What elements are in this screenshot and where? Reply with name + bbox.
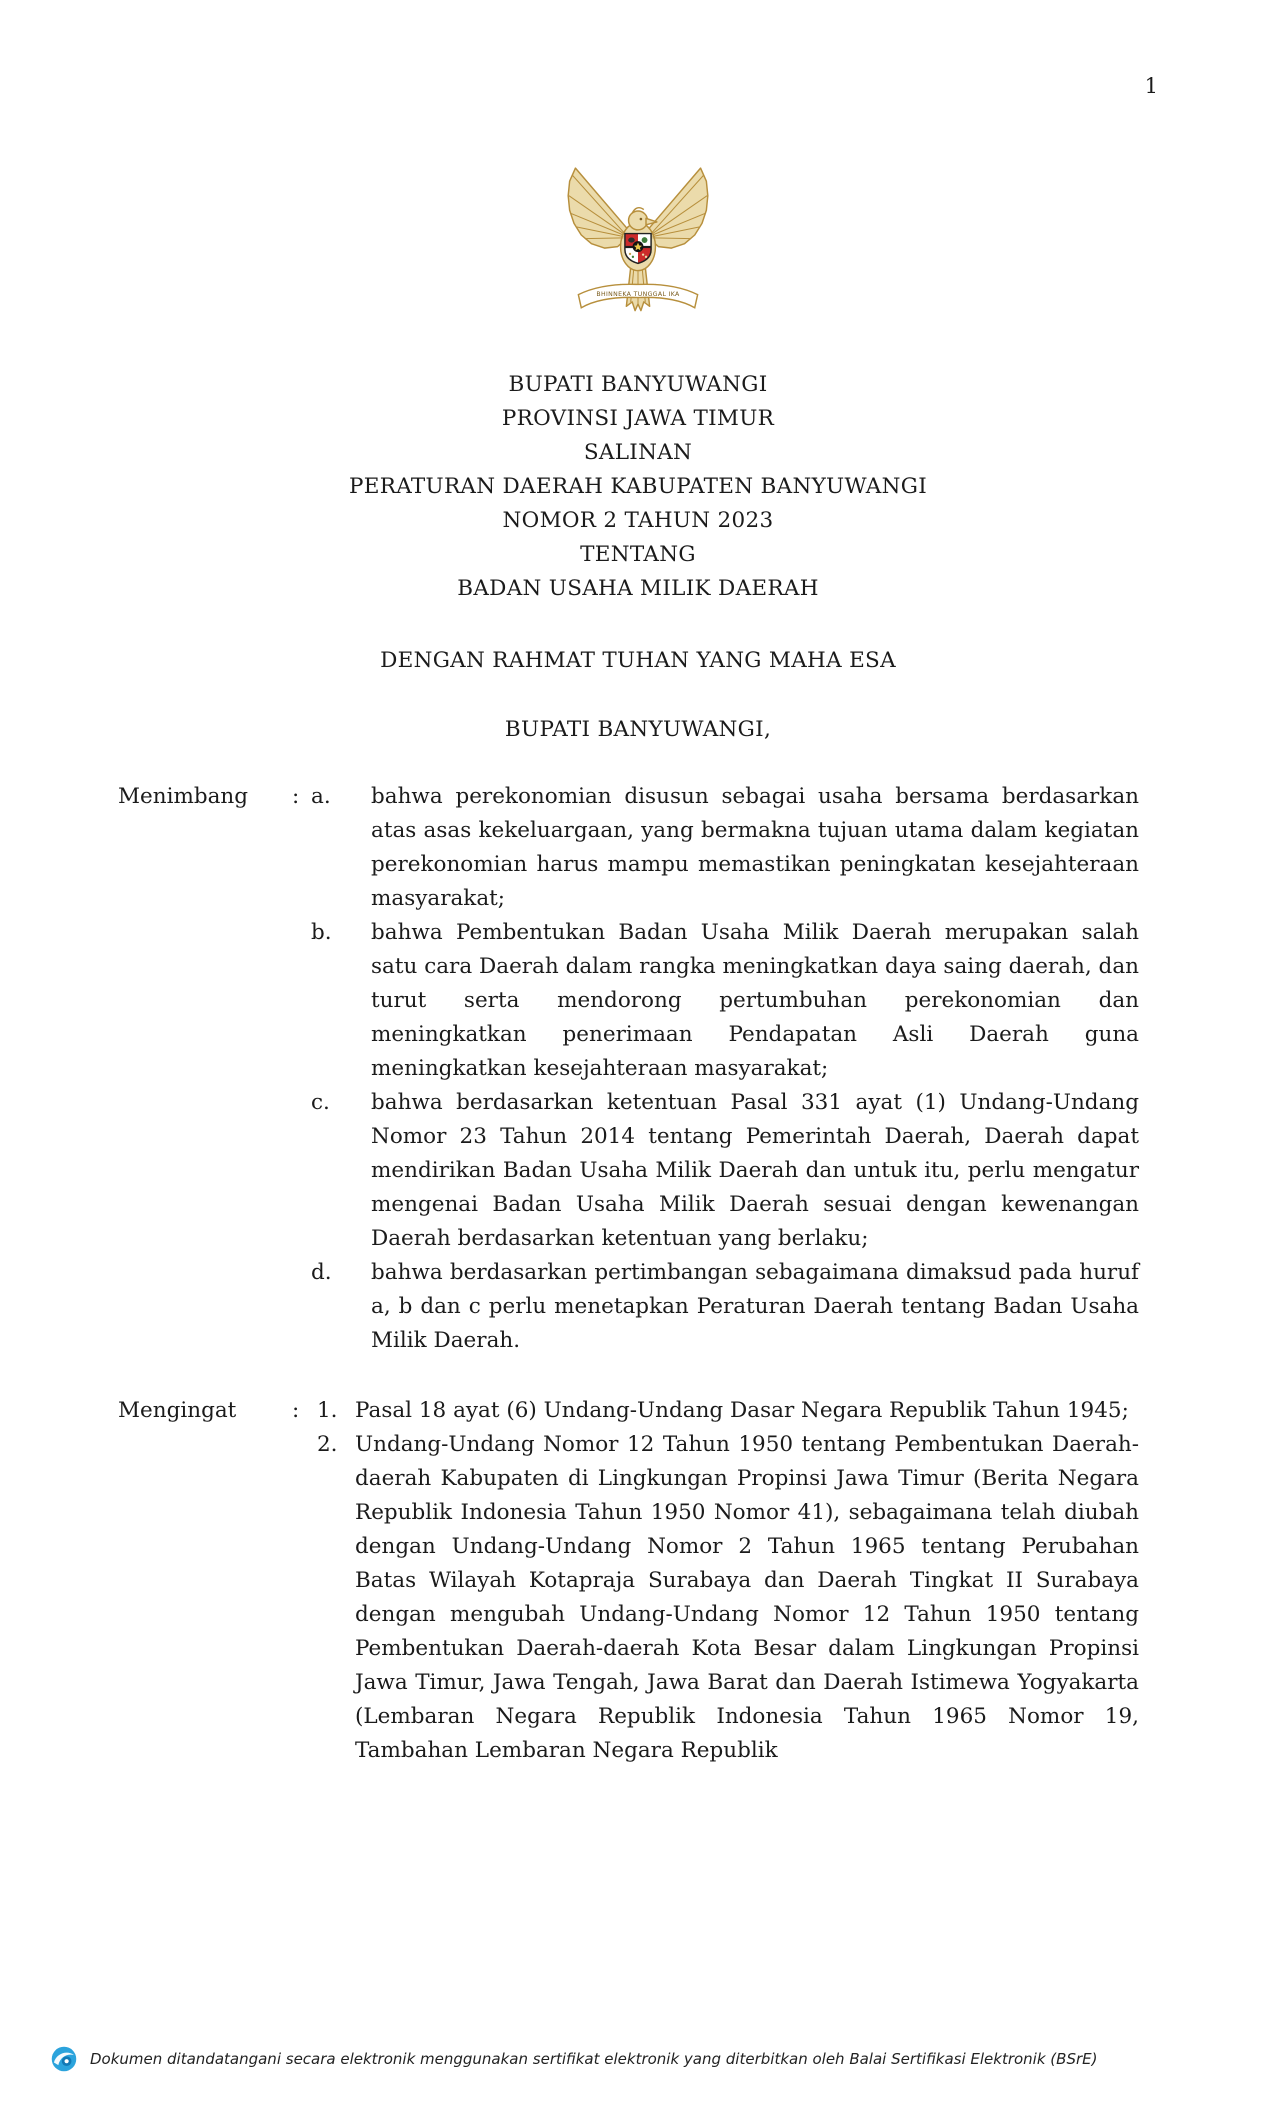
section-colon: : [292,1398,300,1423]
item-marker: c. [311,1090,330,1115]
section-colon: : [292,784,300,809]
garuda-pancasila-icon [558,152,718,334]
section-label-mengingat: Mengingat [118,1398,237,1423]
item-marker: 2. [317,1432,338,1457]
item-marker: a. [311,784,331,809]
list-item [311,1086,1139,1256]
title-line-institution: BUPATI BANYUWANGI [508,372,768,397]
item-marker: b. [311,920,332,945]
list-item [311,1428,1139,1768]
item-text: Undang-Undang Nomor 12 Tahun 1950 tentang Pembentukan Daerah-daerah Kabupaten di Lingkungan Propinsi Jawa Timur (Berita Negara Republik Indonesia Tahun 1950 Nomor 41), sebagaimana telah diubah dengan Undang-Undang Nomor 2 Tahun 1965 tentang Perubahan Batas Wilayah Kotapraja Surabaya dan Daerah Tingkat II Surabaya dengan mengubah Undang-Undang Nomor 12 Tahun 1950 tentang Pembentukan Daerah-daerah Kota Besar dalam Lingkungan Propinsi Jawa Timur, Jawa Tengah, Jawa Barat dan Daerah Istimewa Yogyakarta (Lembaran Negara Republik Indonesia Tahun 1965 Nomor 19, Tambahan Lembaran Negara Republik [355,1432,1139,1763]
page-number: 1 [1144,74,1158,98]
item-marker: 1. [317,1398,338,1423]
item-marker: d. [311,1260,332,1285]
list-item [311,780,1139,916]
signature-footer [50,2045,1097,2073]
section-menimbang [118,780,1139,1358]
list-item [311,916,1139,1086]
title-line-about: TENTANG [580,542,696,567]
title-line-number: NOMOR 2 TAHUN 2023 [502,508,774,533]
author-line: BUPATI BANYUWANGI, [504,717,772,742]
title-line-copy-label: SALINAN [583,440,693,465]
title-line-province: PROVINSI JAWA TIMUR [501,406,775,431]
item-text: bahwa Pembentukan Badan Usaha Milik Daerah merupakan salah satu cara Daerah dalam rangka meningkatkan daya saing daerah, dan turut serta mendorong pertumbuhan perekonomian dan meningkatkan penerimaan Pendapatan Asli Daerah guna meningkatkan kesejahteraan masyarakat; [371,920,1139,1081]
menimbang-items [311,780,1139,1358]
emblem-container [0,0,1276,338]
footer-disclaimer-text: Dokumen ditandatangani secara elektronik menggunakan sertifikat elektronik yang diterbitkan oleh Balai Sertifikasi Elektronik (BSrE) [90,2050,1098,2068]
title-line-regulation: PERATURAN DAERAH KABUPATEN BANYUWANGI [348,474,928,499]
title-line-subject: BADAN USAHA MILIK DAERAH [457,576,819,601]
list-item [311,1256,1139,1358]
list-item [311,1394,1139,1428]
invocation-line: DENGAN RAHMAT TUHAN YANG MAHA ESA [380,648,896,673]
mengingat-items [311,1394,1139,1768]
item-text: bahwa berdasarkan pertimbangan sebagaimana dimaksud pada huruf a, b dan c perlu menetapkan Peraturan Daerah tentang Badan Usaha Milik Daerah. [371,1260,1139,1353]
emblem-motto: BHINNEKA TUNGGAL IKA [596,291,680,299]
bsre-logo-icon [50,2045,78,2073]
item-text: bahwa perekonomian disusun sebagai usaha bersama berdasarkan atas asas kekeluargaan, yang bermakna tujuan utama dalam kegiatan perekonomian harus mampu memastikan peningkatan kesejahteraan masyarakat; [371,784,1139,911]
item-text: Pasal 18 ayat (6) Undang-Undang Dasar Negara Republik Tahun 1945; [355,1398,1129,1423]
item-text: bahwa berdasarkan ketentuan Pasal 331 ayat (1) Undang-Undang Nomor 23 Tahun 2014 tentang Pemerintah Daerah, Daerah dapat mendirikan Badan Usaha Milik Daerah dan untuk itu, perlu mengatur mengenai Badan Usaha Milik Daerah sesuai dengan kewenangan Daerah berdasarkan ketentuan yang berlaku; [371,1090,1139,1251]
section-label-menimbang: Menimbang [118,784,249,809]
section-mengingat [118,1394,1139,1768]
document-body [0,780,1276,1768]
title-block [0,368,1276,606]
